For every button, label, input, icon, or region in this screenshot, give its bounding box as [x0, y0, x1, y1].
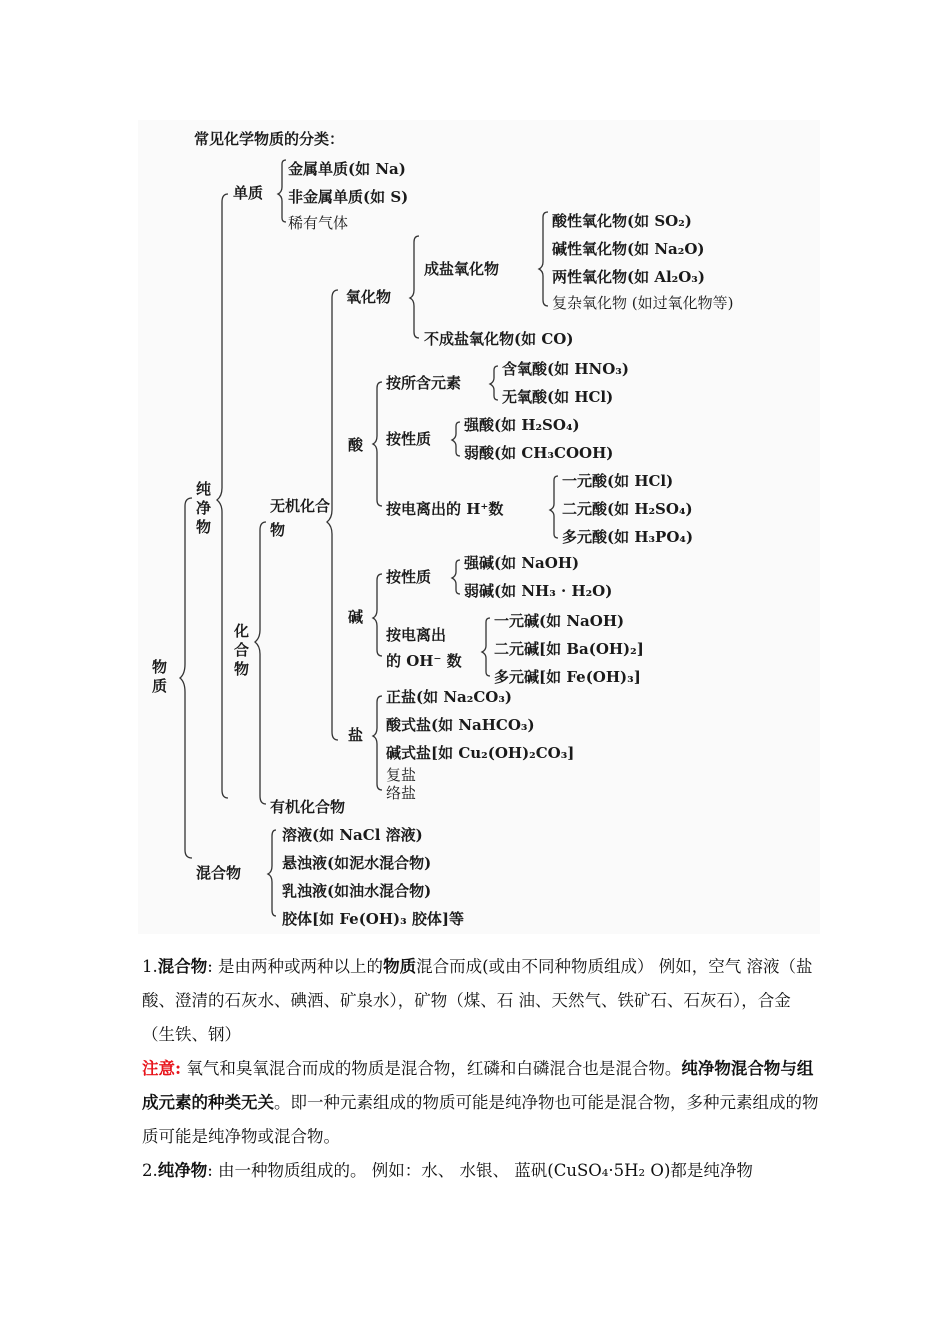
bracket-acid-element: [490, 366, 498, 400]
bracket-acid-h: [550, 476, 558, 538]
paragraph-pure: [142, 1154, 822, 1188]
salt-item-4: 络盐: [386, 784, 417, 802]
element-item-2: 稀有气体: [288, 214, 349, 232]
p2-term: 纯净物: [157, 1161, 208, 1180]
bracket-compound: [255, 522, 266, 804]
bracket-acid: [373, 382, 382, 506]
node-organic: 有机化合物: [270, 798, 346, 816]
p1-text-a: : 是由两种或两种以上的: [207, 957, 384, 976]
acid-by-element: 按所含元素: [386, 374, 462, 392]
p1-term: 混合物: [157, 957, 208, 976]
acid-element-item-0: 含氧酸(如 HNO₃): [502, 360, 629, 378]
acid-by-nature: 按性质: [386, 430, 432, 448]
acid-h-item-2: 多元酸(如 H₃PO₄): [562, 528, 694, 546]
bracket-base: [373, 574, 382, 656]
node-acid: 酸: [348, 436, 364, 454]
acid-element-item-1: 无氧酸(如 HCl): [502, 388, 614, 406]
bracket-salt: [373, 696, 382, 790]
p2-number: 2.: [142, 1161, 158, 1180]
acid-h-item-0: 一元酸(如 HCl): [562, 472, 674, 490]
salt-item-3: 复盐: [386, 766, 417, 784]
element-item-0: 金属单质(如 Na): [288, 160, 406, 178]
diagram-title: 常见化学物质的分类：: [194, 130, 345, 148]
node-base: 碱: [348, 608, 364, 626]
acid-nature-item-1: 弱酸(如 CH₃COOH): [464, 444, 614, 462]
paragraph-mixture: [142, 950, 822, 1052]
classification-diagram: [138, 120, 820, 934]
bracket-salt-forming: [539, 212, 548, 306]
diagram-brackets: [138, 120, 820, 934]
bracket-root: [180, 498, 192, 858]
base-by-oh-line2: 的 OH⁻ 数: [386, 652, 462, 670]
p1-text-b: 物质: [383, 957, 417, 976]
p2-text-a: : 由一种物质组成的。 例如：水、 水银、 蓝矾(CuSO₄·5H₂ O)都是纯净物: [207, 1161, 753, 1180]
mixture-item-1: 悬浊液(如泥水混合物): [282, 854, 432, 872]
base-nature-item-1: 弱碱(如 NH₃ · H₂O): [464, 582, 613, 600]
element-item-1: 非金属单质(如 S): [288, 188, 409, 206]
base-oh-item-2: 多元碱[如 Fe(OH)₃]: [494, 668, 641, 686]
node-compound: 化合物: [234, 622, 250, 678]
oxide-item-0: 酸性氧化物(如 SO₂): [552, 212, 692, 230]
bracket-acid-nature: [452, 422, 460, 456]
note-text-c: 。即一种元素组成的物质可能是纯净物也可能是混合物，多种元素组成的物质可能是纯净物或混合物。: [142, 1093, 819, 1146]
salt-item-1: 酸式盐(如 NaHCO₃): [386, 716, 535, 734]
note-text-a: 氧气和臭氧混合而成的物质是混合物，红磷和白磷混合也是混合物。: [181, 1059, 682, 1078]
oxide-item-2: 两性氧化物(如 Al₂O₃): [552, 268, 705, 286]
explanation-text: [142, 950, 822, 1188]
bracket-pure: [217, 194, 228, 798]
p1-text-c: 混合而成(或由不同种物质组成） 例如，空气 溶液（盐酸、澄清的石灰水、碘酒、矿泉水），矿物（煤、石 油、天然气、铁矿石、石灰石），合金（生铁、钢）: [142, 957, 813, 1044]
node-substance: 物质: [152, 658, 168, 695]
node-element: 单质: [233, 184, 264, 202]
base-by-nature: 按性质: [386, 568, 432, 586]
bracket-base-oh: [482, 618, 490, 676]
base-oh-item-0: 一元碱(如 NaOH): [494, 612, 625, 630]
salt-item-2: 碱式盐[如 Cu₂(OH)₂CO₃]: [386, 744, 575, 762]
node-oxide: 氧化物: [346, 288, 392, 306]
acid-h-item-1: 二元酸(如 H₂SO₄): [562, 500, 693, 518]
paragraph-note: [142, 1052, 822, 1154]
salt-item-0: 正盐(如 Na₂CO₃): [386, 688, 512, 706]
node-salt-forming-oxide: 成盐氧化物: [424, 260, 500, 278]
node-pure: 纯净物: [196, 480, 212, 536]
bracket-oxide: [410, 236, 419, 338]
p1-number: 1.: [142, 957, 158, 976]
acid-by-h: 按电离出的 H⁺数: [386, 500, 504, 518]
bracket-base-nature: [452, 560, 460, 594]
base-nature-item-0: 强碱(如 NaOH): [464, 554, 580, 572]
node-inorganic: 无机化合物: [270, 497, 331, 539]
note-text-b: 纯净物混合物与组成元素的种类无关: [142, 1059, 814, 1112]
bracket-element: [278, 160, 286, 222]
mixture-item-3: 胶体[如 Fe(OH)₃ 胶体]等: [282, 910, 465, 928]
bracket-mixture: [268, 830, 276, 916]
node-non-salt-oxide: 不成盐氧化物(如 CO): [424, 330, 574, 348]
oxide-item-1: 碱性氧化物(如 Na₂O): [552, 240, 705, 258]
node-mixture: 混合物: [196, 864, 242, 882]
mixture-item-2: 乳浊液(如油水混合物): [282, 882, 432, 900]
base-oh-item-1: 二元碱[如 Ba(OH)₂]: [494, 640, 644, 658]
base-by-oh-line1: 按电离出: [386, 626, 447, 644]
acid-nature-item-0: 强酸(如 H₂SO₄): [464, 416, 580, 434]
mixture-item-0: 溶液(如 NaCl 溶液): [282, 826, 423, 844]
note-label: 注意:: [142, 1059, 182, 1078]
oxide-item-3: 复杂氧化物 (如过氧化物等): [552, 294, 734, 312]
node-salt: 盐: [348, 726, 364, 744]
